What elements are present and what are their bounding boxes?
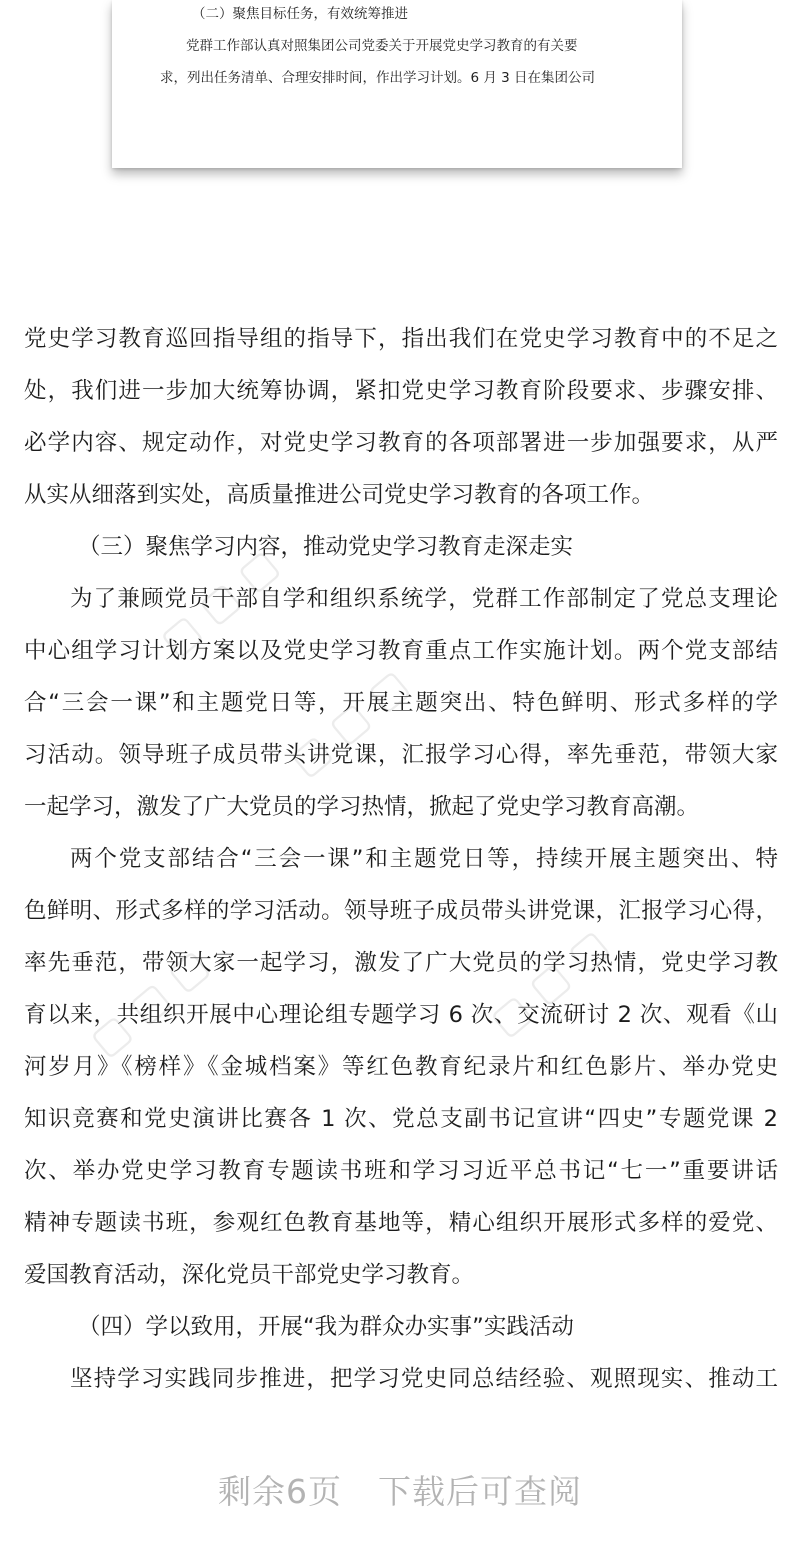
paragraph-line: 中心组学习计划方案以及党史学习教育重点工作实施计划。两个党支部结 (24, 638, 778, 664)
remaining-pages-count: 剩余6页 (218, 1472, 342, 1511)
paragraph-line: 坚持学习实践同步推进，把学习党史同总结经验、观照现实、推动工 (70, 1366, 778, 1392)
paragraph-line: 率先垂范，带领大家一起学习，激发了广大党员的学习热情，党史学习教 (24, 950, 778, 976)
paragraph-line: 习活动。领导班子成员带头讲党课，汇报学习心得，率先垂范，带领大家 (24, 742, 778, 768)
paragraph-line: 色鲜明、形式多样的学习活动。领导班子成员带头讲党课，汇报学习心得， (24, 898, 778, 924)
preview-heading: （二）聚焦目标任务，有效统筹推进 (192, 6, 408, 22)
paragraph-line: 爱国教育活动，深化党员干部党史学习教育。 (24, 1262, 475, 1288)
preview-line: 党群工作部认真对照集团公司党委关于开展党史学习教育的有关要 (186, 38, 578, 54)
paragraph-line: 一起学习，激发了广大党员的学习热情，掀起了党史学习教育高潮。 (24, 794, 700, 820)
section-heading: （三）聚焦学习内容，推动党史学习教育走深走实 (78, 534, 574, 560)
paragraph-line: 两个党支部结合“三会一课”和主题党日等，持续开展主题突出、特 (70, 846, 778, 872)
watermark: ▢ ▢ ▢ (151, 540, 288, 666)
paragraph-line: 知识竞赛和党史演讲比赛各 1 次、党总支副书记宣讲“四史”专题党课 2 (24, 1106, 778, 1132)
paragraph-line: 从实从细落到实处，高质量推进公司党史学习教育的各项工作。 (24, 482, 655, 508)
paragraph-line: 党史学习教育巡回指导组的指导下，指出我们在党史学习教育中的不足之 (24, 326, 778, 352)
paragraph-line: 处，我们进一步加大统筹协调，紧扣党史学习教育阶段要求、步骤安排、 (24, 378, 778, 404)
paragraph-line: 合“三会一课”和主题党日等，开展主题突出、特色鲜明、形式多样的学 (24, 690, 778, 716)
watermark: ▢ ▢ ▢ (481, 920, 618, 1046)
paragraph-line: 育以来，共组织开展中心理论组专题学习 6 次、交流研讨 2 次、观看《山 (24, 1002, 778, 1028)
paragraph-line: 必学内容、规定动作，对党史学习教育的各项部署进一步加强要求，从严 (24, 430, 778, 456)
remaining-pages-notice[interactable] (0, 1466, 800, 1513)
download-to-view-label: 下载后可查阅 (378, 1472, 582, 1511)
watermark: ▢ ▢ ▢ (81, 940, 218, 1066)
preview-line: 求，列出任务清单、合理安排时间，作出学习计划。6 月 3 日在集团公司 (160, 70, 596, 86)
paragraph-line: 精神专题读书班，参观红色教育基地等，精心组织开展形式多样的爱党、 (24, 1210, 778, 1236)
section-heading: （四）学以致用，开展“我为群众办实事”实践活动 (78, 1314, 574, 1340)
paragraph-line: 为了兼顾党员干部自学和组织系统学，党群工作部制定了党总支理论 (70, 586, 778, 612)
paragraph-line: 河岁月》《榜样》《金城档案》等红色教育纪录片和红色影片、举办党史 (24, 1054, 778, 1080)
paragraph-line: 次、举办党史学习教育专题读书班和学习习近平总书记“七一”重要讲话 (24, 1158, 778, 1184)
page-preview-card (112, 0, 682, 168)
watermark: ▢ ▢ ▢ (281, 660, 418, 786)
